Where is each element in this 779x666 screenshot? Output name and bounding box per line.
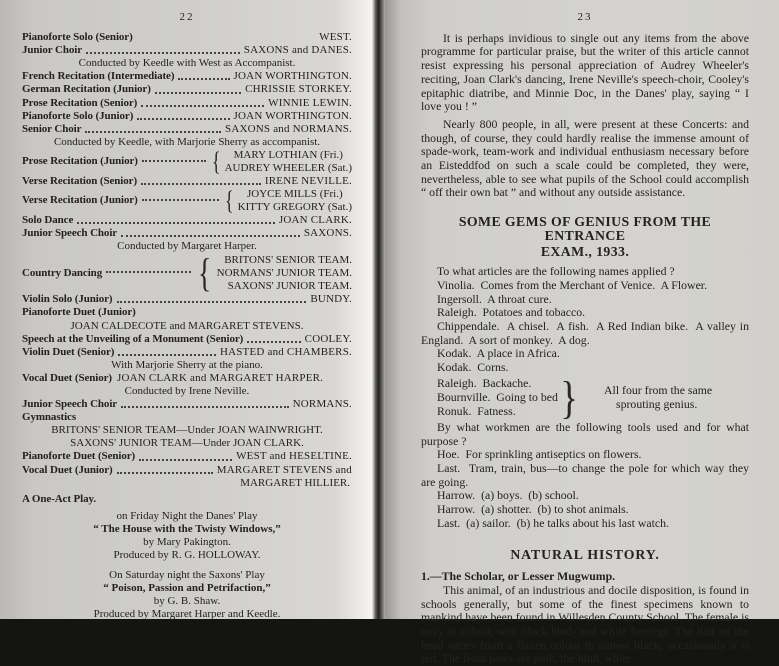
event-label: Pianoforte Solo (Senior) bbox=[22, 31, 133, 44]
event-label: Junior Speech Choir bbox=[22, 398, 118, 411]
paragraph: Nearly 800 people, in all, were present at these Concerts: and though, of course, they could hardly realise the immense amount of spade-work, team-work and individual enthusiasm necessary before an Eisteddfod on such a scale could be completed, they were, nevertheless, able to see what pupils of the School could accomplish “ off their own bat ” and without any outside assistance. bbox=[421, 116, 749, 200]
paragraph: This animal, of an industrious and docile disposition, is found in schools generally, but some of the finest specimens known to mankind have been found in Willesden County School. The female is navy in colour, with black hind- and white forelegs. The hair on the head varies from a flaxen colour to almost black; occasionally it is red. The front paws are pink, the hind, white. bbox=[421, 582, 749, 666]
event-label: Vocal Duet (Junior) bbox=[22, 463, 113, 476]
event-label: Senior Choir bbox=[22, 122, 82, 135]
winner-value: HASTED and CHAMBERS. bbox=[219, 345, 352, 358]
exam-answer: Harrow. (a) shotter. (b) to shot animals. bbox=[437, 502, 629, 517]
result-row bbox=[22, 493, 352, 506]
result-row bbox=[22, 450, 352, 463]
friday-play-block bbox=[22, 510, 352, 563]
exam-answer: Bournville. Going to bed bbox=[437, 389, 558, 404]
row-note: Conducted by Keedle with West as Accompanist. bbox=[78, 57, 296, 70]
dot-leader bbox=[178, 77, 229, 80]
event-label: Gymnastics bbox=[22, 411, 77, 424]
curly-brace bbox=[225, 188, 234, 214]
play-line: On Saturday night the Saxons' Play bbox=[109, 568, 265, 581]
winner-value: MARY LOTHIAN (Fri.) bbox=[233, 149, 343, 162]
page-number-left: 22 bbox=[179, 11, 195, 23]
dot-leader bbox=[121, 234, 300, 237]
exam-answer: Kodak. Corns. bbox=[437, 360, 509, 375]
winner-value: NORMANS' JUNIOR TEAM. bbox=[216, 266, 352, 279]
gems-heading-line2: EXAM., 1933. bbox=[540, 243, 630, 259]
winner-value: MARGARET STEVENS and bbox=[216, 463, 352, 476]
exam-answer: Chippendale. A chisel. A fish. A Red Indian bike. A valley in England. A sort of monkey. A dog. bbox=[421, 319, 749, 347]
gems-heading-line1: SOME GEMS OF GENIUS FROM THE ENTRANCE bbox=[458, 214, 712, 243]
winner-value: AUDREY WHEELER (Sat.) bbox=[224, 161, 352, 174]
result-row bbox=[22, 464, 352, 477]
event-label: Pianoforte Duet (Junior) bbox=[22, 306, 136, 319]
result-row bbox=[22, 293, 352, 306]
exam-answer: Last. (a) sailor. (b) he talks about his last watch. bbox=[437, 515, 669, 530]
play-title: “ Poison, Passion and Petrifaction,” bbox=[103, 581, 271, 594]
exam-answer: Vinolia. Comes from the Merchant of Venice. A Flower. bbox=[437, 277, 708, 292]
dot-leader bbox=[117, 300, 307, 303]
exam-answer: Harrow. (a) boys. (b) school. bbox=[437, 488, 579, 503]
result-row bbox=[22, 70, 352, 83]
result-row bbox=[22, 83, 352, 96]
paragraph: It is perhaps invidious to single out any items from the above programme for particular praise, but the writer of this article cannot resist expressing his personal appreciation of Audrey Wheeler's reciting, Joan Clark's dancing, Irene Neville's speech-choir, Cooley's epitaphic diatribe, and Minnie Doc, in the Danes' play, saying “ I love you ! ” bbox=[421, 30, 749, 114]
saturday-play-block bbox=[22, 569, 352, 622]
event-label: Speech at the Unveiling of a Monument (Senior) bbox=[22, 332, 244, 345]
winner-value: JOAN WORTHINGTON. bbox=[233, 70, 352, 83]
winner-value: SAXONS and NORMANS. bbox=[225, 122, 352, 135]
row-note: JOAN CALDECOTE and MARGARET STEVENS. bbox=[70, 319, 304, 332]
result-row bbox=[22, 398, 352, 411]
exam-answer: Last. Tram, train, bus—to change the pole for which way they are going. bbox=[421, 460, 749, 489]
dot-leader bbox=[142, 198, 220, 201]
play-line: on Friday Night the Danes' Play bbox=[116, 509, 258, 522]
annotation-line: All four from the same bbox=[604, 382, 713, 397]
winner-value: WEST. bbox=[319, 31, 352, 44]
play-section-label: A One-Act Play. bbox=[22, 492, 96, 505]
result-row bbox=[22, 411, 352, 424]
winner-value: IRENE NEVILLE. bbox=[264, 174, 352, 187]
left-page bbox=[0, 0, 372, 619]
result-row bbox=[22, 346, 352, 359]
page-number-right: 23 bbox=[577, 11, 593, 23]
exam-answer: Ronuk. Fatness. bbox=[437, 403, 516, 418]
result-row bbox=[22, 188, 352, 214]
play-author: by Mary Pakington. bbox=[143, 536, 231, 549]
winner-stack bbox=[217, 254, 352, 292]
winner-stack bbox=[238, 188, 352, 213]
event-label: Verse Recitation (Senior) bbox=[22, 174, 138, 187]
result-row bbox=[22, 333, 352, 346]
event-label: Verse Recitation (Junior) bbox=[22, 194, 138, 207]
winner-value: CHRISSIE STORKEY. bbox=[245, 83, 352, 96]
dot-leader bbox=[77, 221, 275, 224]
dot-leader bbox=[106, 270, 191, 273]
row-note: Conducted by Irene Neville. bbox=[124, 384, 250, 397]
gymnastics-result: BRITONS' SENIOR TEAM—Under JOAN WAINWRIGHT. bbox=[51, 424, 323, 437]
dot-leader bbox=[141, 182, 261, 185]
book-gutter bbox=[372, 0, 385, 619]
result-row bbox=[22, 372, 352, 385]
event-label: German Recitation (Junior) bbox=[22, 83, 151, 96]
winner-value: JOAN CLARK. bbox=[278, 214, 352, 227]
winner-value: SAXONS' JUNIOR TEAM. bbox=[227, 279, 352, 292]
exam-question: To what articles are the following names applied ? bbox=[437, 264, 675, 279]
result-row bbox=[22, 123, 352, 136]
winner-value: BUNDY. bbox=[310, 293, 352, 306]
dot-leader bbox=[139, 458, 232, 461]
play-producer: Produced by R. G. HOLLOWAY. bbox=[113, 549, 261, 562]
dot-leader bbox=[247, 340, 300, 343]
event-label: Pianoforte Solo (Junior) bbox=[22, 109, 134, 122]
braced-answer-list bbox=[437, 377, 558, 419]
dot-leader bbox=[118, 353, 216, 356]
natural-history-subheading: 1.—The Scholar, or Lesser Mugwump. bbox=[421, 569, 616, 584]
winner-value: KITTY GREGORY (Sat.) bbox=[237, 201, 352, 214]
winner-value: SAXONS and DANES. bbox=[243, 44, 352, 57]
result-row bbox=[22, 110, 352, 123]
event-label: Junior Choir bbox=[22, 44, 83, 57]
play-producer: Produced by Margaret Harper and Keedle. bbox=[93, 608, 281, 621]
event-label: Solo Dance bbox=[22, 214, 74, 227]
dot-leader bbox=[137, 117, 229, 120]
result-row bbox=[22, 214, 352, 227]
winner-value: JOAN WORTHINGTON. bbox=[233, 109, 352, 122]
exam-answer: Raleigh. Backache. bbox=[437, 376, 532, 391]
gymnastics-result: SAXONS' JUNIOR TEAM—Under JOAN CLARK. bbox=[70, 437, 304, 450]
exam-answer: Hoe. For sprinkling antiseptics on flowers. bbox=[437, 447, 642, 462]
winner-value: NORMANS. bbox=[292, 398, 352, 411]
winner-value: JOYCE MILLS (Fri.) bbox=[246, 188, 343, 201]
exam-answer: Raleigh. Potatoes and tobacco. bbox=[437, 305, 586, 320]
event-label: Violin Duet (Senior) bbox=[22, 345, 115, 358]
event-label: Vocal Duet (Senior) bbox=[22, 371, 112, 384]
event-label: French Recitation (Intermediate) bbox=[22, 70, 175, 83]
dot-leader bbox=[86, 51, 240, 54]
curly-brace bbox=[198, 253, 211, 293]
dot-leader bbox=[85, 130, 221, 133]
winner-value: SAXONS. bbox=[303, 227, 352, 240]
dot-leader bbox=[121, 405, 289, 408]
winner-value: BRITONS' SENIOR TEAM. bbox=[224, 254, 352, 267]
dot-leader bbox=[142, 159, 206, 162]
exam-question: By what workmen are the following tools used and for what purpose ? bbox=[421, 419, 749, 448]
event-label: Pianoforte Duet (Senior) bbox=[22, 450, 136, 463]
right-page bbox=[385, 0, 779, 666]
event-label: Country Dancing bbox=[22, 266, 103, 279]
braced-annotation bbox=[604, 384, 712, 412]
winner-stack bbox=[225, 149, 352, 174]
row-note: With Marjorie Sherry at the piano. bbox=[111, 358, 263, 371]
exam-answer: Kodak. A place in Africa. bbox=[437, 346, 560, 361]
winner-value: WINNIE LEWIN. bbox=[268, 96, 352, 109]
dot-leader bbox=[117, 471, 213, 474]
result-row bbox=[22, 227, 352, 240]
dot-leader bbox=[141, 104, 264, 107]
result-row bbox=[22, 306, 352, 319]
exam-answer: Ingersoll. A throat cure. bbox=[437, 291, 552, 306]
play-author: by G. B. Shaw. bbox=[153, 595, 221, 608]
event-label: Violin Solo (Junior) bbox=[22, 293, 113, 306]
curly-brace bbox=[560, 375, 578, 421]
row-note: Conducted by Keedle, with Marjorie Sherry as accompanist. bbox=[53, 135, 321, 148]
result-row bbox=[22, 149, 352, 175]
natural-history-heading: NATURAL HISTORY. bbox=[510, 546, 660, 562]
dot-leader bbox=[155, 91, 241, 94]
winner-value: JOAN CLARK and MARGARET HARPER. bbox=[116, 371, 324, 384]
result-row bbox=[22, 31, 352, 44]
row-note: Conducted by Margaret Harper. bbox=[117, 240, 257, 253]
curly-brace bbox=[212, 149, 221, 175]
winner-value: WEST and HESELTINE. bbox=[236, 450, 352, 463]
result-row bbox=[22, 253, 352, 293]
result-row bbox=[22, 175, 352, 188]
result-row bbox=[22, 97, 352, 110]
event-label: Prose Recitation (Junior) bbox=[22, 155, 138, 168]
event-label: Prose Recitation (Senior) bbox=[22, 96, 138, 109]
result-row bbox=[22, 44, 352, 57]
winner-value-continued: MARGARET HILLIER. bbox=[240, 476, 350, 489]
winner-value: COOLEY. bbox=[304, 332, 352, 345]
annotation-line: sprouting genius. bbox=[616, 396, 698, 411]
play-title: “ The House with the Twisty Windows,” bbox=[93, 523, 281, 536]
braced-answers bbox=[421, 375, 749, 421]
event-label: Junior Speech Choir bbox=[22, 227, 118, 240]
